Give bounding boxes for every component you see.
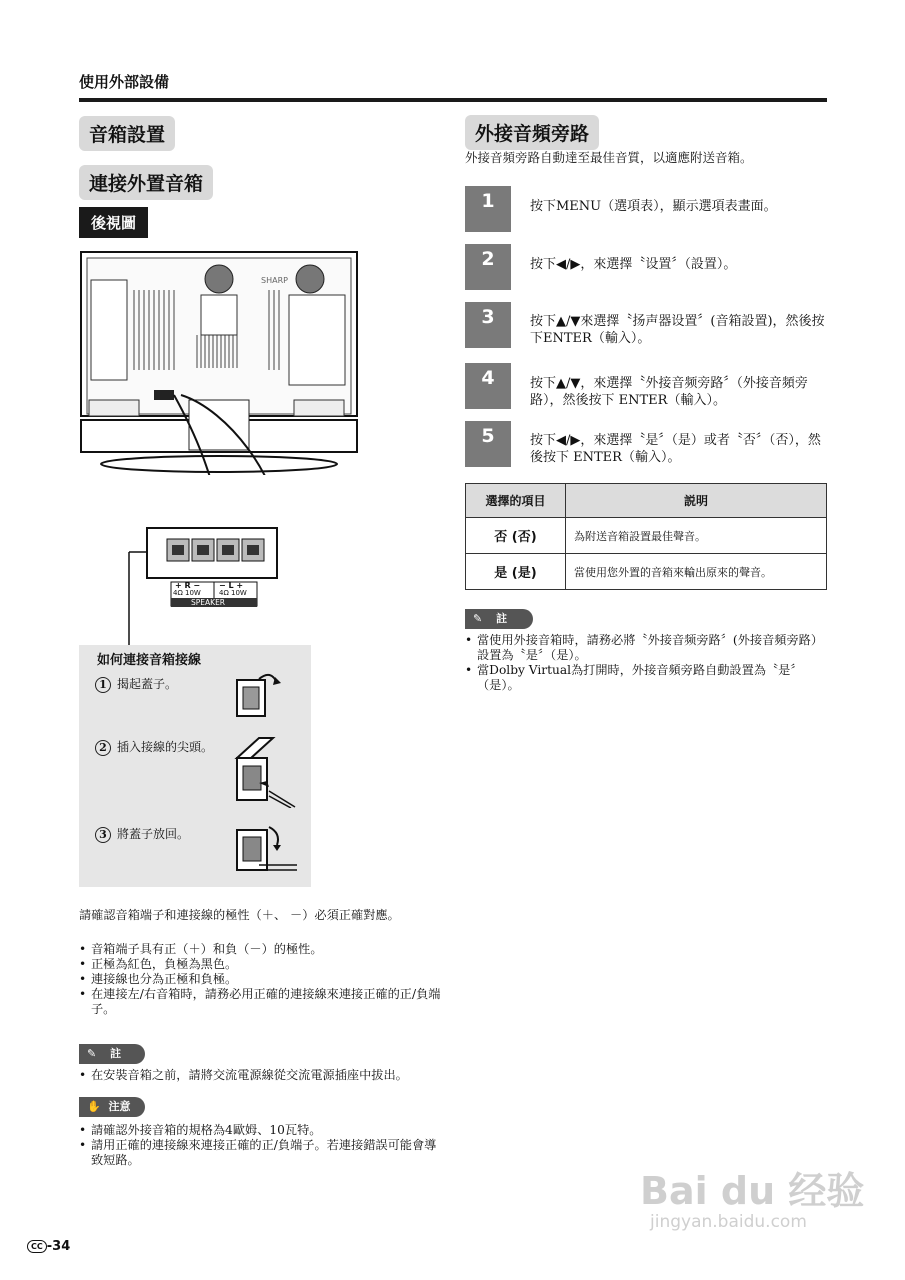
watermark-brand: Bai du 经验 — [640, 1169, 865, 1213]
table-cell-desc: 當使用您外置的音箱來輸出原來的聲音。 — [566, 554, 827, 590]
howto-step-1 — [95, 675, 177, 693]
note-badge — [79, 1044, 145, 1064]
step-number-3: 3 — [465, 302, 511, 348]
tv-brand: SHARP — [261, 276, 288, 285]
table-header: 選擇的項目 — [466, 484, 566, 518]
caution-badge — [79, 1097, 145, 1117]
howto-step-text: 插入接線的尖頭。 — [117, 740, 214, 754]
step-text-1: 按下MENU（選項表），顯示選項表畫面。 — [530, 199, 777, 214]
step-number-3: 3 — [95, 827, 111, 843]
terminal-left-label: − L + — [219, 581, 244, 590]
howto-step-text: 將蓋子放回。 — [117, 827, 190, 841]
pill-connect-external: 連接外置音箱 — [79, 165, 213, 200]
table-row — [466, 554, 827, 590]
page-number — [27, 1239, 70, 1254]
page-num-text: -34 — [46, 1239, 71, 1254]
bypass-intro: 外接音頻旁路自動達至最佳音質，以適應附送音箱。 — [465, 150, 753, 165]
howto-step-3 — [95, 825, 189, 843]
note-badge — [465, 609, 533, 629]
step-text-2: 按下◀/▶，來選擇〝设置〞（設置）。 — [530, 257, 737, 272]
table-header-row — [466, 484, 827, 518]
pill-speaker-setup: 音箱設置 — [79, 116, 175, 151]
bullet-item: • 正極為紅色，負極為黑色。 — [79, 957, 441, 972]
insert-wire-illustration — [229, 733, 299, 808]
caution-list — [79, 1123, 441, 1168]
lift-cover-illustration — [229, 665, 289, 720]
bullet-item: • 在連接左/右音箱時，請務必用正確的連接線來連接正確的正/負端子。 — [79, 987, 441, 1017]
howto-step-2 — [95, 738, 213, 756]
option-table — [465, 483, 827, 590]
step-number-2: 2 — [465, 244, 511, 290]
step-number-5: 5 — [465, 421, 511, 467]
bullet-item: • 連接線也分為正極和負極。 — [79, 972, 441, 987]
terminal-left-spec: 4Ω 10W — [219, 589, 247, 597]
step-number-2: 2 — [95, 740, 111, 756]
note-item: • 在安裝音箱之前，請將交流電源線從交流電源插座中拔出。 — [79, 1068, 441, 1083]
paperclip-icon: ✎ — [473, 612, 483, 625]
rear-view-label: 後視圖 — [79, 207, 148, 238]
bullet-item: • 音箱端子具有正（＋）和負（－）的極性。 — [79, 942, 441, 957]
note-item: • 當Dolby Virtual為打開時，外接音頻旁路自動設置為〝是〞（是）。 — [465, 663, 827, 693]
table-cell-item: 否 (否) — [466, 518, 566, 554]
paperclip-icon: ✎ — [87, 1047, 97, 1060]
watermark-url: jingyan.baidu.com — [650, 1212, 807, 1232]
polarity-bullets — [79, 942, 441, 1017]
howto-step-text: 揭起蓋子。 — [117, 677, 178, 691]
replace-cover-illustration — [229, 815, 299, 877]
terminal-lines — [79, 525, 339, 645]
caution-item: • 請用正確的連接線來連接正確的正/負端子。若連接錯誤可能會導致短路。 — [79, 1138, 441, 1168]
step-text-3: 按下▲/▼來選擇〝扬声器设置〞(音箱設置)，然後按下ENTER（輸入）。 — [530, 314, 825, 346]
howto-title: 如何連接音箱接線 — [97, 653, 202, 668]
step-text-4: 按下▲/▼，來選擇〝外接音频旁路〞（外接音頻旁路），然後按下 ENTER（輸入）。 — [530, 376, 808, 408]
table-cell-item: 是 (是) — [466, 554, 566, 590]
terminal-speaker-label: SPEAKER — [191, 598, 226, 607]
cc-icon: CC — [27, 1240, 47, 1253]
terminal-right-spec: 4Ω 10W — [173, 589, 201, 597]
hand-icon: ✋ — [87, 1100, 101, 1113]
howto-box — [79, 645, 311, 887]
terminal-detail — [79, 525, 339, 645]
polarity-text: 請確認音箱端子和連接線的極性（＋、 －）必須正確對應。 — [79, 908, 400, 922]
step-text-5: 按下◀/▶，來選擇〝是〞（是）或者〝否〞（否），然後按下 ENTER（輸入）。 — [530, 433, 821, 465]
left-note-list — [79, 1068, 441, 1083]
caution-label: 注意 — [108, 1100, 131, 1113]
step-number-4: 4 — [465, 363, 511, 409]
terminal-right-label: + R − — [175, 581, 201, 590]
note-label: 註 — [110, 1047, 122, 1060]
pill-audio-bypass: 外接音頻旁路 — [465, 115, 599, 150]
tv-rear-illustration — [79, 250, 359, 475]
step-number-1: 1 — [95, 677, 111, 693]
section-title: 使用外部設備 — [79, 73, 170, 91]
step-number-1: 1 — [465, 186, 511, 232]
note-label: 註 — [496, 612, 508, 625]
table-row — [466, 518, 827, 554]
table-header: 説明 — [566, 484, 827, 518]
header-rule — [79, 98, 827, 102]
note-item: • 當使用外接音箱時，請務必將〝外接音频旁路〞(外接音頻旁路）設置為〝是〞（是）。 — [465, 633, 827, 663]
table-cell-desc: 為附送音箱設置最佳聲音。 — [566, 518, 827, 554]
right-note-list — [465, 633, 827, 693]
caution-item: • 請確認外接音箱的規格為4歐姆、10瓦特。 — [79, 1123, 441, 1138]
